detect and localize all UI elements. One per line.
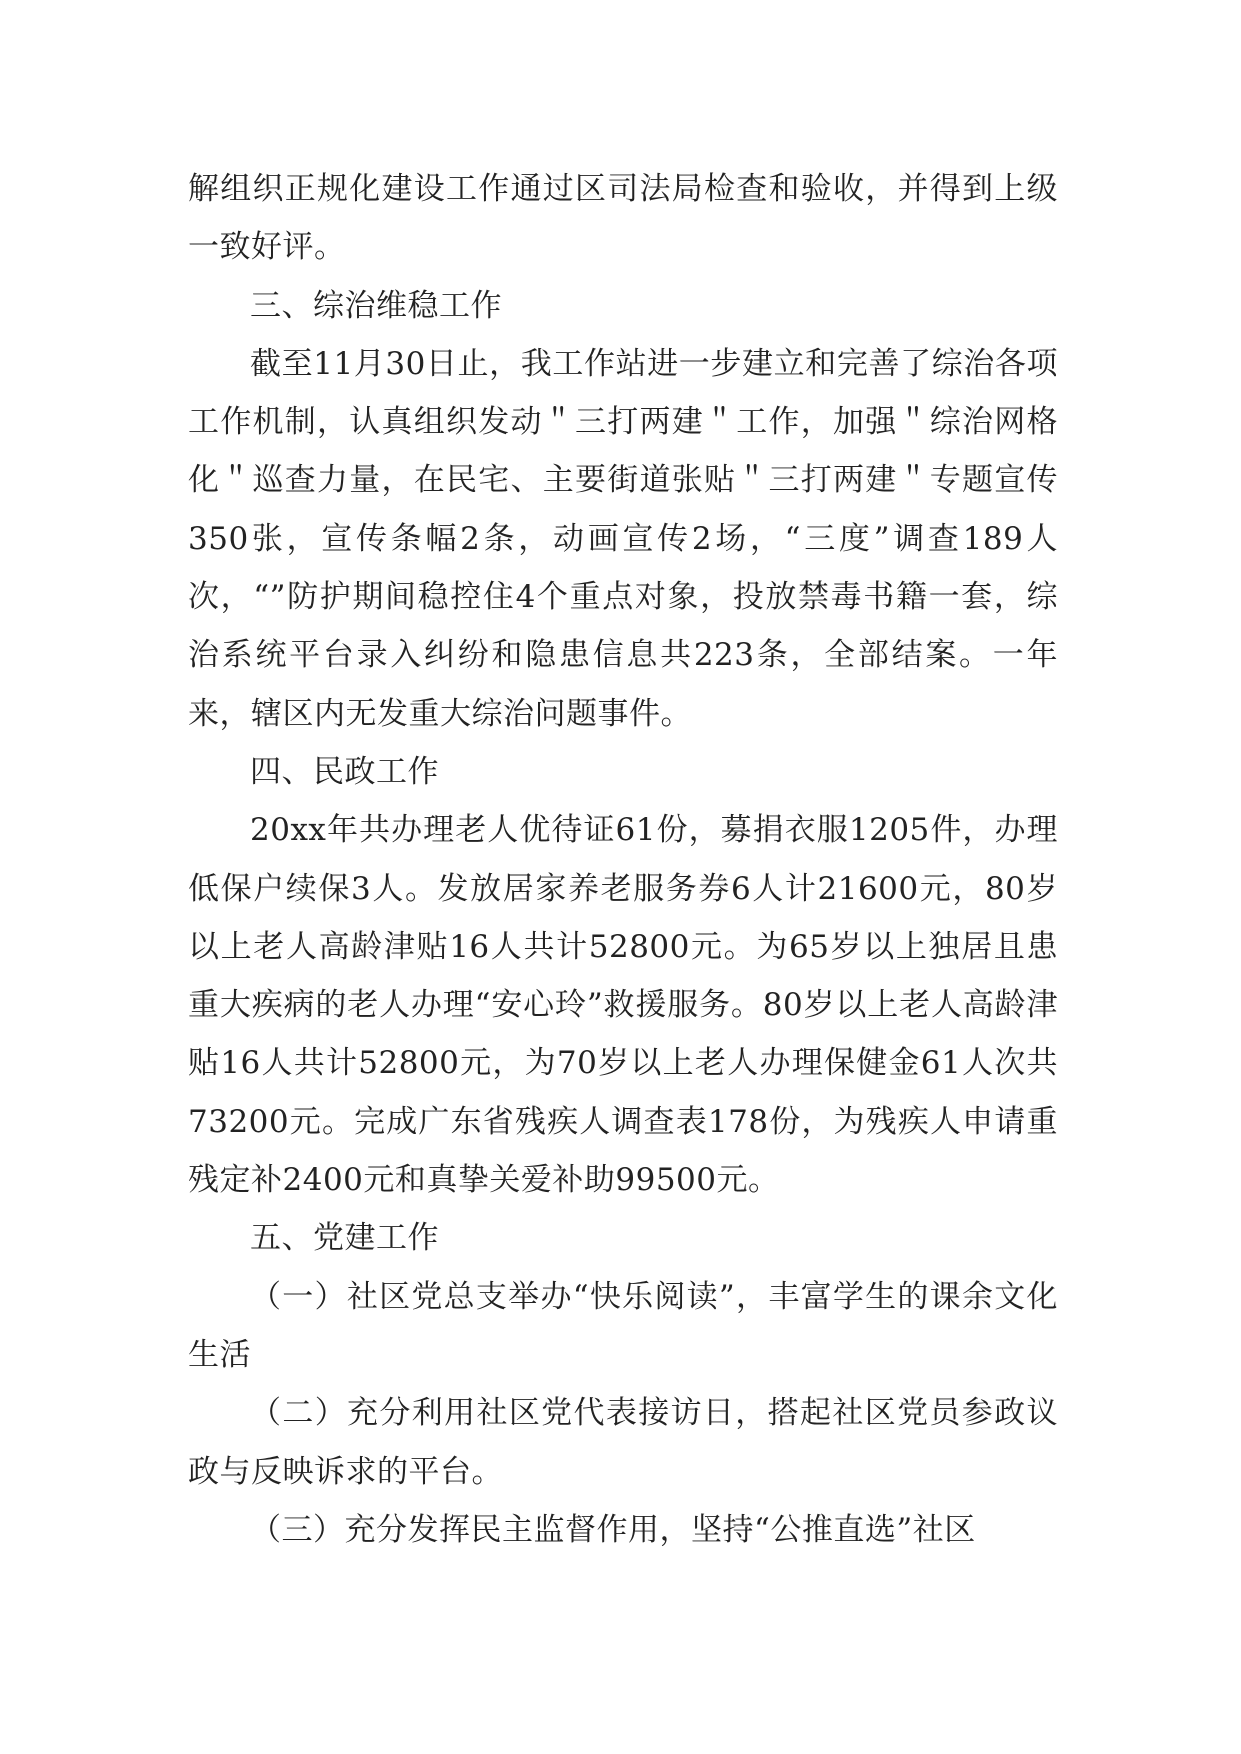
paragraph-dangjian-2: （二）充分利用社区党代表接访日，搭起社区党员参政议政与反映诉求的平台。 (188, 1395, 1058, 1490)
paragraph-continuation: 解组织正规化建设工作通过区司法局检查和验收，并得到上级一致好评。 (188, 171, 1058, 266)
document-body (188, 160, 1058, 1559)
section-heading-4: 四、民政工作 (250, 753, 439, 790)
paragraph-dangjian-1: （一）社区党总支举办“快乐阅读”，丰富学生的课余文化生活 (188, 1278, 1058, 1373)
section-heading-3: 三、综治维稳工作 (250, 287, 502, 324)
paragraph-zongzhi: 截至11月30日止，我工作站进一步建立和完善了综治各项工作机制，认真组织发动＂三打两建＂工作，加强＂综治网格化＂巡查力量，在民宅、主要街道张贴＂三打两建＂专题宣传350张，宣传条幅2条，动画宣传2场，“三度”调查189人次，“”防护期间稳控住4个重点对象，投放禁毒书籍一套，综治系统平台录入纠纷和隐患信息共223条，全部结案。一年来，辖区内无发重大综治问题事件。 (188, 345, 1058, 732)
paragraph-dangjian-3: （三）充分发挥民主监督作用，坚持“公推直选”社区 (250, 1511, 976, 1548)
section-heading-5: 五、党建工作 (250, 1220, 439, 1257)
paragraph-minzheng: 20xx年共办理老人优待证61份，募捐衣服1205件，办理低保户续保3人。发放居家养老服务券6人计21600元，80岁以上老人高龄津贴16人共计52800元。为65岁以上独居且患重大疾病的老人办理“安心玲”救援服务。80岁以上老人高龄津贴16人共计52800元，为70岁以上老人办理保健金61人次共73200元。完成广东省残疾人调查表178份，为残疾人申请重残定补2400元和真挚关爱补助99500元。 (188, 812, 1058, 1199)
